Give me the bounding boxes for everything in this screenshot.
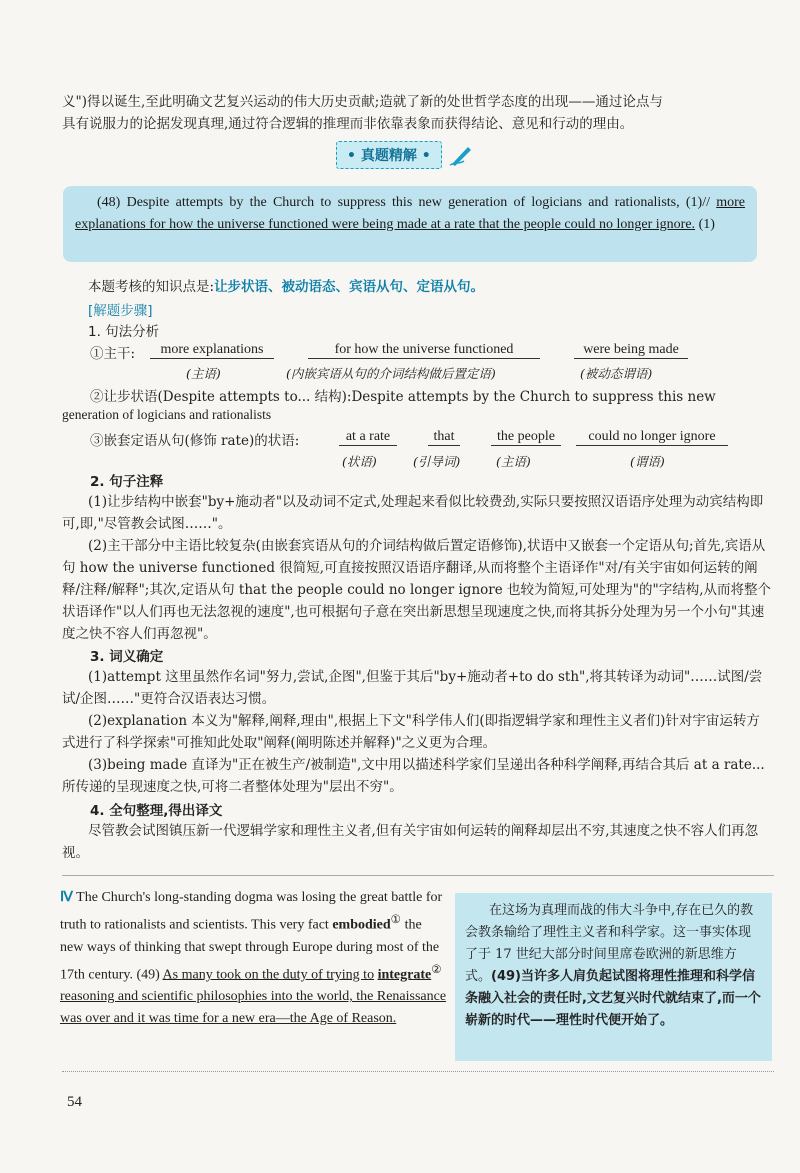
- vocab-integrate: integrate: [377, 967, 432, 983]
- main-subject: more explanations: [150, 342, 274, 359]
- knowledge-prefix: 本题考核的知识点是:: [88, 279, 215, 295]
- footer-rule: [62, 1071, 774, 1072]
- steps-label: [解题步骤]: [88, 303, 153, 319]
- step3-para-2: (2)explanation 本义为"解释,阐释,理由",根据上下文"科学伟人们(即指逻辑学家和理性主义者们)针对宇宙运转方式进行了科学探索"可推知此处取"阐释(阐明陈述并解释)"之义更为合理。: [62, 713, 760, 751]
- question-box: [63, 186, 757, 262]
- tag-subject: (主语): [186, 366, 221, 381]
- step3-para-3: (3)being made 直译为"正在被生产/被制造",文中用以描述科学家们呈递出各种科学阐释,再结合其后 at a rate...所传递的呈现速度之快,可将二者整体处理为"层出不穷"。: [62, 757, 765, 795]
- tag-embedded-subject: (主语): [496, 454, 531, 469]
- tag-embedded-predicate: (谓语): [630, 454, 665, 469]
- embedded-subject: the people: [491, 429, 561, 446]
- intro-line-2: 具有说服力的论据发现真理,通过符合逻辑的推理而非依靠表象而获得结论、意见和行动的理由。: [62, 116, 634, 132]
- translation-text: [465, 900, 762, 1032]
- divider: [62, 875, 774, 876]
- intro-line-1: 义")得以诞生,至此明确文艺复兴运动的伟大历史贡献;造就了新的处世哲学态度的出现——通过论点与: [62, 94, 663, 110]
- main-predicate: were being made: [574, 342, 688, 359]
- step2-para-1: (1)让步结构中嵌套"by+施动者"以及动词不定式,处理起来看似比较费劲,实际只要按照汉语语序处理为动宾结构即可,即,"尽管教会试图……"。: [62, 494, 764, 532]
- page-number: 54: [67, 1094, 82, 1110]
- step1-title: 1. 句法分析: [88, 324, 160, 340]
- section-heading: [336, 141, 474, 169]
- translation-plain: 在这场为真理而战的伟大斗争中,存在已久的教会教条输给了理性主义者和科学家。这一事实体现了于 17 世纪大部分时间里席卷欧洲的新思维方式。: [465, 903, 754, 984]
- question-text: [75, 192, 745, 236]
- footnote-2: ②: [431, 962, 442, 976]
- tag-embedded-relative: (引导词): [413, 454, 461, 469]
- main-prefix: ①主干:: [90, 346, 136, 362]
- step2-para-2: (2)主干部分中主语比较复杂(由嵌套宾语从句的介词结构做后置定语修饰),状语中又嵌套一个定语从句;首先,宾语从句 how the universe functioned 很简短,可直接按照汉语语序翻译,从而将整个主语译作"对/有关宇宙如何运转的阐释/注释/解释";其次,定语从句 that the people could no longer ignore 也较为简短,可处理为"的"字结构,从而将整个状语译作"以人们再也无法忽视的速度",也可根据句子意在突出新思想呈现速度之快,而将其拆分处理为另一个小句"其速度之快不容人们再忽视"。: [62, 538, 771, 642]
- question-marker-2: (1): [698, 217, 715, 232]
- translation-bold: (49)当许多人肩负起试图将理性推理和科学信条融入社会的责任时,文艺复兴时代就结束了,而一个崭新的时代——理性时代便开始了。: [465, 969, 761, 1028]
- main-attribute: for how the universe functioned: [308, 342, 540, 359]
- pen-icon: [448, 144, 474, 166]
- step2-title: 2. 句子注释: [90, 474, 164, 490]
- section-heading-label: • 真题精解 •: [336, 141, 442, 169]
- translation-box: [455, 893, 772, 1061]
- embedded-relative: that: [428, 429, 460, 446]
- step3-title: 3. 词义确定: [90, 649, 164, 665]
- step4-title: 4. 全句整理,得出译文: [90, 803, 223, 819]
- passage-roman-numeral: Ⅳ: [60, 890, 73, 905]
- vocab-embodied: embodied: [332, 917, 391, 933]
- knowledge-list: 让步状语、被动语态、宾语从句、定语从句。: [214, 279, 485, 295]
- passage-text: [60, 887, 448, 1030]
- question-marker-1: (1)//: [685, 195, 710, 210]
- question-number: (48): [97, 195, 121, 210]
- passage-q-number: (49): [136, 967, 160, 983]
- embedded-prefix: ③嵌套定语从句(修饰 rate)的状语:: [90, 433, 300, 449]
- final-translation: 尽管教会试图镇压新一代逻辑学家和理性主义者,但有关宇宙如何运转的阐释却层出不穷,其速度之快不容人们再忽视。: [62, 823, 759, 861]
- question-part-1: Despite attempts by the Church to suppress this new generation of logicians and rationalists,: [126, 195, 680, 210]
- passage-block: [60, 887, 448, 1030]
- passage-underlined-1: As many took on the duty of trying to: [162, 967, 375, 983]
- tag-embedded-adverbial: (状语): [342, 454, 377, 469]
- knowledge-points: [88, 275, 484, 295]
- concession-line-2: generation of logicians and rationalists: [62, 407, 272, 422]
- passage-text-b: the new ways of thinking that swept through Europe during most of the 17th century.: [60, 917, 440, 983]
- embedded-predicate: could no longer ignore: [576, 429, 728, 446]
- question-part-2: more explanations for how the universe functioned were being made at a rate that the people could no longer ignore.: [75, 195, 746, 232]
- step3-para-1: (1)attempt 这里虽然作名词"努力,尝试,企图",但鉴于其后"by+施动者+to do sth",将其转译为动词"……试图/尝试/企图……"更符合汉语表达习惯。: [62, 669, 763, 707]
- tag-predicate: (被动态谓语): [580, 366, 653, 381]
- footnote-1: ①: [390, 913, 402, 926]
- concession-line-1: ②让步状语(Despite attempts to... 结构):Despite attempts by the Church to suppress this new: [90, 389, 716, 405]
- passage-underlined-2: reasoning and scientific philosophies into the world, the Renaissance was over and it was time for a new era—the Age of Reason.: [60, 989, 447, 1027]
- passage-text-a: The Church's long-standing dogma was losing the great battle for truth to rationalists and scientists. This very fact: [60, 890, 443, 933]
- tag-attribute: (内嵌宾语从句的介词结构做后置定语): [286, 366, 496, 381]
- embedded-adverbial: at a rate: [339, 429, 397, 446]
